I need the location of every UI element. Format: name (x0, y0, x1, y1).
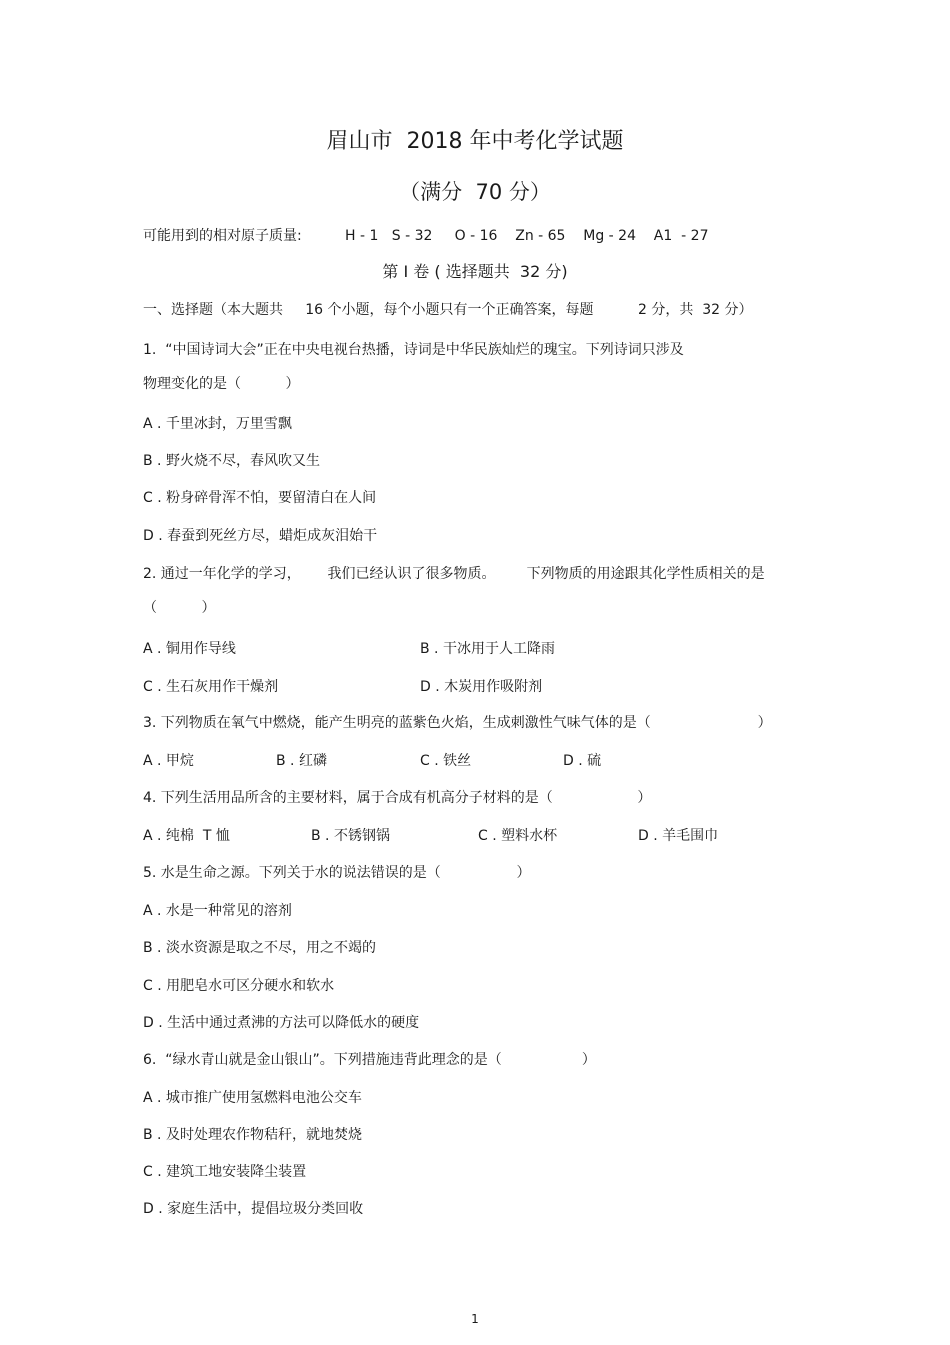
question-1-option-d: D . 春蚕到死丝方尽，蜡炬成灰泪始干 (143, 528, 378, 544)
question-2-option-a: A . 铜用作导线 (143, 641, 236, 657)
question-1-stem-line-2: 物理变化的是（ ） (143, 376, 300, 392)
question-2-stem-line-1: 2. 通过一年化学的学习， 我们已经认识了很多物质。 下列物质的用途跟其化学性质相关的是 (143, 566, 765, 582)
question-5-stem: 5. 水是生命之源。下列关于水的说法错误的是（ ） (143, 865, 531, 881)
atomic-mass-values: H - 1 S - 32 O - 16 Zn - 65 Mg - 24 A1 - 27 (345, 228, 709, 244)
exam-subtitle: （满分 70 分） (399, 180, 551, 204)
question-4-stem: 4. 下列生活用品所含的主要材料，属于合成有机高分子材料的是（ ） (143, 790, 652, 806)
question-3-option-a: A . 甲烷 (143, 753, 194, 769)
question-1-option-c: C . 粉身碎骨浑不怕，要留清白在人间 (143, 490, 377, 506)
atomic-mass-label: 可能用到的相对原子质量: (143, 228, 302, 244)
question-3-option-d: D . 硫 (563, 753, 602, 769)
question-6-option-d: D . 家庭生活中，提倡垃圾分类回收 (143, 1201, 364, 1217)
question-1-option-a: A . 千里冰封，万里雪飘 (143, 416, 292, 432)
question-2-option-b: B . 干冰用于人工降雨 (420, 641, 555, 657)
question-4-option-a: A . 纯棉 T 恤 (143, 828, 230, 844)
exam-title: 眉山市 2018 年中考化学试题 (326, 129, 624, 154)
question-6-stem: 6. “绿水青山就是金山银山”。下列措施违背此理念的是（ ） (143, 1052, 596, 1068)
question-5-option-d: D . 生活中通过煮沸的方法可以降低水的硬度 (143, 1015, 420, 1031)
question-4-option-d: D . 羊毛围巾 (638, 828, 719, 844)
question-3-option-c: C . 铁丝 (420, 753, 472, 769)
question-1-option-b: B . 野火烧不尽，春风吹又生 (143, 453, 320, 469)
question-6-option-b: B . 及时处理农作物秸秆，就地焚烧 (143, 1127, 362, 1143)
question-5-option-b: B . 淡水资源是取之不尽，用之不竭的 (143, 940, 376, 956)
question-5-option-a: A . 水是一种常见的溶剂 (143, 903, 292, 919)
question-5-option-c: C . 用肥皂水可区分硬水和软水 (143, 978, 335, 994)
question-6-option-a: A . 城市推广使用氢燃料电池公交车 (143, 1090, 362, 1106)
section-heading: 第 I 卷 ( 选择题共 32 分) (382, 262, 568, 281)
part-one-instructions: 一、选择题（本大题共 16 个小题，每个小题只有一个正确答案，每题 2 分，共 32 分） (143, 302, 753, 318)
question-6-option-c: C . 建筑工地安装降尘装置 (143, 1164, 307, 1180)
question-2-option-d: D . 木炭用作吸附剂 (420, 679, 543, 695)
question-3-stem: 3. 下列物质在氧气中燃烧，能产生明亮的蓝紫色火焰，生成刺激性气味气体的是（ ） (143, 715, 772, 731)
question-2-option-c: C . 生石灰用作干燥剂 (143, 679, 279, 695)
question-4-option-c: C . 塑料水杯 (478, 828, 558, 844)
page-number: 1 (471, 1312, 479, 1326)
question-1-stem-line-1: 1. “中国诗词大会”正在中央电视台热播，诗词是中华民族灿烂的瑰宝。下列诗词只涉及 (143, 342, 684, 358)
question-3-option-b: B . 红磷 (276, 753, 327, 769)
question-2-stem-line-2: （ ） (143, 600, 216, 616)
question-4-option-b: B . 不锈钢锅 (311, 828, 390, 844)
